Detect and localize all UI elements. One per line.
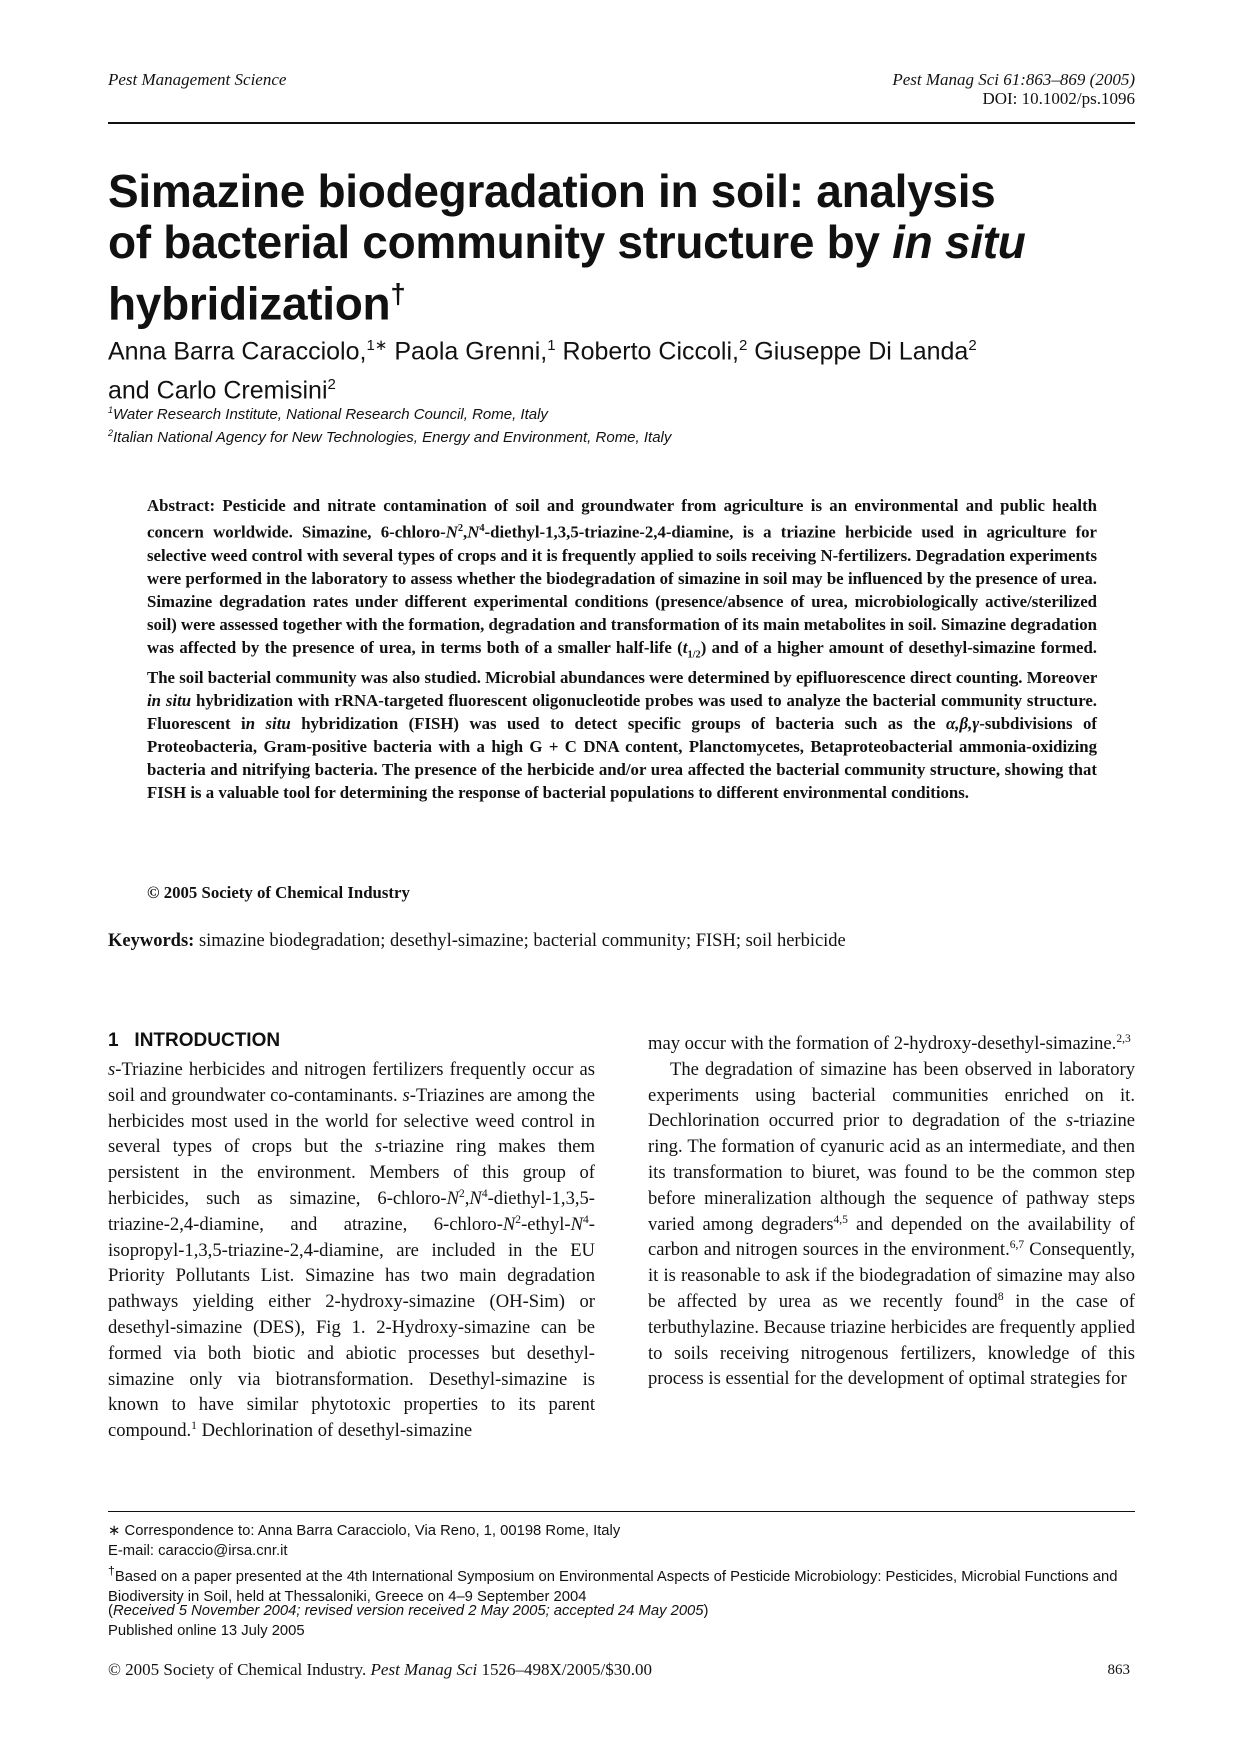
author-2: Paola Grenni, xyxy=(394,337,548,366)
abstract-italic: α,β,γ xyxy=(946,713,980,733)
abstract-italic: N xyxy=(445,522,458,542)
body-text: and depended on the availability of carbon and nitrogen sources in the environment. xyxy=(648,1213,1135,1261)
body-text: -ethyl- xyxy=(521,1213,571,1235)
body-italic: s xyxy=(1065,1110,1074,1132)
body-italic: s xyxy=(108,1059,116,1080)
abstract-sup: 2 xyxy=(457,523,464,534)
body-text: The degradation of simazine has been observed in laboratory experiments using bacterial communities enriched on it. Dechlorination occurred prior to degradation of the xyxy=(648,1058,1135,1132)
author-4: Giuseppe Di Landa xyxy=(754,337,969,366)
abstract-sup: 4 xyxy=(479,523,485,534)
footnote-published: Published online 13 July 2005 xyxy=(108,1623,305,1639)
paragraph xyxy=(648,1057,1135,1392)
citation: Pest Manag Sci 61:863–869 (2005) xyxy=(892,70,1135,89)
title-in-situ: in situ xyxy=(892,216,1026,268)
body-text: in the case of terbuthylazine. Because triazine herbicides are frequently applied to soils receiving nitrogenous fertilizers, knowledge of this process is essential for the development of optimal strategies for xyxy=(648,1290,1135,1390)
body-text: -Triazines are among the herbicides most used in the world for selective weed control in several types of crops but the xyxy=(108,1084,595,1158)
body-sup: 4,5 xyxy=(833,1213,848,1226)
abstract-italic: n situ xyxy=(245,713,291,733)
footer-text: © 2005 Society of Chemical Industry. xyxy=(108,1660,371,1679)
body-sup: 1 xyxy=(191,1419,197,1432)
affiliation-1 xyxy=(108,405,548,423)
keywords-text: simazine biodegradation; desethyl-simazine; bacterial community; FISH; soil herbicide xyxy=(194,931,846,951)
abstract-italic: N xyxy=(467,522,480,542)
title-line-3-text: hybridization xyxy=(108,277,391,330)
footer-text: 1526–498X/2005/$30.00 xyxy=(477,1660,652,1679)
affiliation-1-num: 1 xyxy=(108,405,114,415)
author-4-affil: 2 xyxy=(968,337,977,354)
left-column-text xyxy=(108,1057,595,1444)
body-italic: s xyxy=(402,1084,410,1106)
journal-name: Pest Management Science xyxy=(108,70,287,89)
author-5-affil: 2 xyxy=(327,376,336,394)
body-sup: 4 xyxy=(583,1213,589,1226)
author-5: and Carlo Cremisini xyxy=(108,376,328,405)
title-line-3 xyxy=(108,268,1108,329)
author-3: Roberto Ciccoli, xyxy=(562,337,739,366)
author-1: Anna Barra Caracciolo, xyxy=(108,337,367,366)
author-list xyxy=(108,329,1128,408)
paragraph-continued xyxy=(648,1033,1131,1054)
title-line-2 xyxy=(108,217,1108,268)
body-sup: 2,3 xyxy=(1116,1032,1131,1045)
section-number: 1 xyxy=(108,1030,119,1051)
body-text: -triazine ring. The formation of cyanuric acid as an intermediate, and then its transformation to biuret, was found to be the common step before mineralization although the sequence of pathway steps varied among degraders xyxy=(648,1110,1135,1235)
body-italic: N xyxy=(446,1187,459,1209)
author-1-affil: 1∗ xyxy=(366,337,388,354)
title-dagger: † xyxy=(390,278,406,309)
author-3-affil: 2 xyxy=(738,337,748,354)
footer-copyright xyxy=(108,1660,652,1680)
body-italic: N xyxy=(570,1213,584,1235)
body-sup: 8 xyxy=(997,1290,1004,1303)
footnote-received xyxy=(108,1601,1138,1621)
body-text: -Triazine herbicides and nitrogen fertilizers frequently occur as soil and groundwater co-contaminants. xyxy=(108,1059,595,1106)
keywords-label: Keywords: xyxy=(108,931,195,951)
affiliation-2-num: 2 xyxy=(108,428,114,438)
body-sup: 2 xyxy=(459,1187,465,1200)
abstract-italic: in situ xyxy=(147,690,192,710)
abstract-text: hybridization with rRNA-targeted fluorescent oligonucleotide probes was used to analyze the bacterial community structure. Fluorescent i xyxy=(147,690,1097,733)
affiliation-1-text: Water Research Institute, National Research Council, Rome, Italy xyxy=(113,406,548,423)
abstract-text: Abstract: Pesticide and nitrate contamination of soil and groundwater from agriculture is an environmental and public health concern worldwide. Simazine, 6-chloro- xyxy=(147,496,1097,542)
body-text: may occur with the formation of 2-hydroxy-desethyl-simazine. xyxy=(648,1033,1117,1054)
citation-block xyxy=(892,70,1135,108)
body-sup: 2 xyxy=(515,1213,522,1226)
body-text: -diethyl-1,3,5-triazine-2,4-diamine, and atrazine, 6-chloro- xyxy=(108,1187,595,1235)
abstract-text: hybridization (FISH) was used to detect specific groups of bacteria such as the xyxy=(290,713,946,733)
author-2-affil: 1 xyxy=(547,337,556,354)
footnote-paren: ) xyxy=(703,1603,709,1619)
abstract-text: -subdivisions of Proteobacteria, Gram-positive bacteria with a high G + C DNA content, Planctomycetes, Betaproteobacterial ammonia-oxidizing bacteria and nitrifying bacteria. The presence of the herbicide and/or urea affected the bacterial community structure, showing that FISH is a valuable tool for determining the response of bacterial populations to different environmental conditions. xyxy=(147,713,1097,802)
section-title: INTRODUCTION xyxy=(134,1030,281,1051)
footnote-received-text: Received 5 November 2004; revised version received 2 May 2005; accepted 24 May 2005 xyxy=(112,1603,704,1619)
body-italic: N xyxy=(502,1213,516,1235)
right-column-text xyxy=(648,1031,1135,1392)
doi: DOI: 10.1002/ps.1096 xyxy=(982,89,1135,108)
body-sup: 4 xyxy=(481,1187,488,1200)
abstract-copyright: © 2005 Society of Chemical Industry xyxy=(147,883,410,902)
footnote-rule xyxy=(108,1511,1135,1512)
footnote-dagger-text: Based on a paper presented at the 4th International Symposium on Environmental Aspects of Pesticide Microbiology: Pesticides, Microbial Functions and Biodiversity in Soil, held at Thessaloniki, Greece on 4–9 September 2004 xyxy=(108,1568,1118,1605)
body-text: -isopropyl-1,3,5-triazine-2,4-diamine, are included in the EU Priority Pollutants List. Simazine has two main degradation pathways yielding either 2-hydroxy-simazine (OH-Sim) or desethyl-simazine (DES), Fig 1. 2-Hydroxy-simazine can be formed via both biotic and abiotic processes but desethyl-simazine only via biotransformation. Desethyl-simazine is known to have similar phytotoxic properties to its parent compound. xyxy=(108,1213,595,1442)
body-italic: N xyxy=(469,1187,482,1209)
footnote-paren: ( xyxy=(108,1603,113,1619)
header-rule xyxy=(108,122,1135,124)
body-italic: s xyxy=(374,1136,383,1158)
page-number: 863 xyxy=(1107,1662,1130,1678)
body-sup: 6,7 xyxy=(1009,1239,1025,1252)
keywords xyxy=(108,931,1128,952)
title-line-1: Simazine biodegradation in soil: analysis xyxy=(108,165,996,217)
footnote-dagger-symbol: † xyxy=(108,1564,115,1578)
abstract xyxy=(147,494,1097,804)
abstract-text: ) and of a higher amount of desethyl-simazine formed. The soil bacterial community was also studied. Microbial abundances were determined by epifluorescence direct counting. Moreover xyxy=(147,637,1097,687)
body-text: , xyxy=(464,1187,470,1209)
footer-journal: Pest Manag Sci xyxy=(370,1660,478,1679)
affiliation-2-text: Italian National Agency for New Technologies, Energy and Environment, Rome, Italy xyxy=(113,429,672,446)
abstract-text: -diethyl-1,3,5-triazine-2,4-diamine, is a triazine herbicide used in agriculture for selective weed control with several types of crops and it is frequently applied to soils receiving N-fertilizers. Degradation experiments were performed in the laboratory to assess whether the biodegradation of simazine in soil may be influenced by the presence of urea. Simazine degradation rates under different experimental conditions (presence/absence of urea, microbiologically active/sterilized soil) were assessed together with the formation, degradation and transformation of its main metabolites in soil. Simazine degradation was affected by the presence of urea, in terms both of a smaller half-life ( xyxy=(147,522,1097,657)
section-heading xyxy=(108,1030,280,1052)
body-text: Consequently, it is reasonable to ask if the biodegradation of simazine may also be affected by urea as we recently found xyxy=(648,1239,1135,1312)
body-text: -triazine ring makes them persistent in the environment. Members of this group of herbicides, such as simazine, 6-chloro- xyxy=(108,1136,596,1209)
abstract-sub: 1/2 xyxy=(687,648,701,660)
abstract-italic: t xyxy=(682,637,688,657)
body-text: Dechlorination of desethyl-simazine xyxy=(196,1420,473,1442)
footnote-email: E-mail: caraccio@irsa.cnr.it xyxy=(108,1543,288,1559)
footnote-correspondence: ∗ Correspondence to: Anna Barra Caracciolo, Via Reno, 1, 00198 Rome, Italy xyxy=(108,1523,621,1539)
article-title xyxy=(108,166,1108,329)
abstract-text: , xyxy=(463,522,468,542)
title-line-2-text: of bacterial community structure by xyxy=(108,216,893,268)
affiliation-2 xyxy=(108,428,671,446)
